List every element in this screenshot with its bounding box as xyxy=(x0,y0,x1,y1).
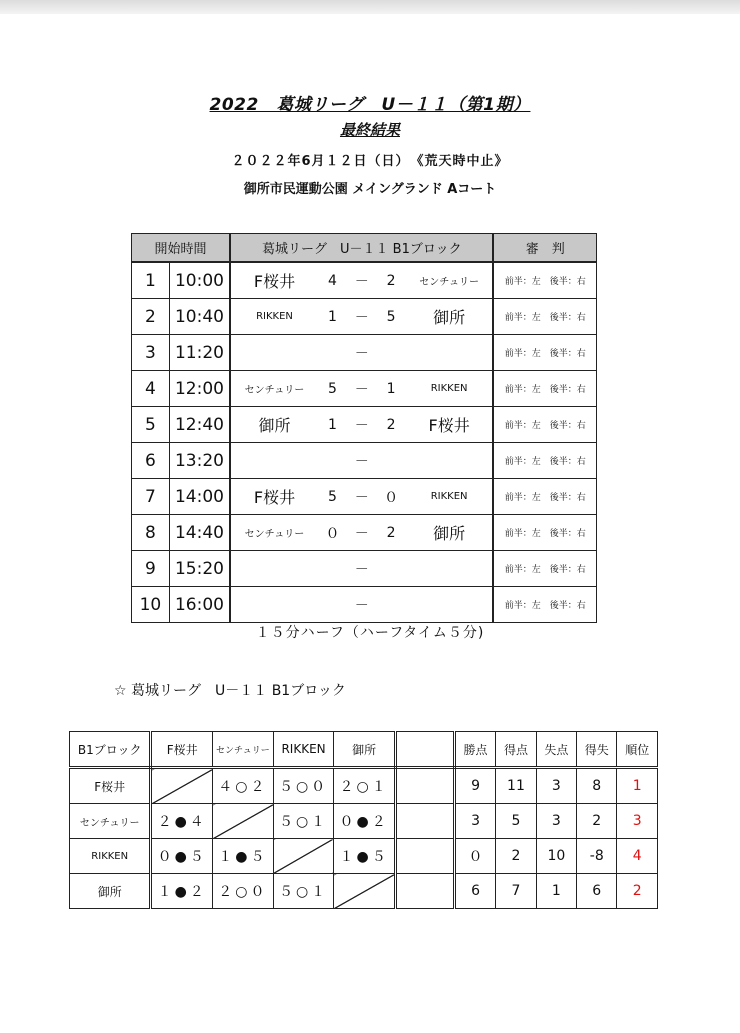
self-match-diagonal xyxy=(151,768,213,804)
match-number: 7 xyxy=(132,479,170,515)
start-time: 16:00 xyxy=(169,587,230,623)
home-team xyxy=(230,551,318,587)
page-title: 2022 葛城リーグ U－１１（第1期） xyxy=(209,95,531,115)
start-time: 10:40 xyxy=(169,299,230,335)
home-team: F桜井 xyxy=(230,479,318,515)
head-to-head-result: ５○１ xyxy=(273,804,334,839)
score-dash: － xyxy=(347,515,376,551)
stat-value: 8 xyxy=(577,768,617,804)
match-number: 9 xyxy=(132,551,170,587)
head-to-head-result: ５○０ xyxy=(273,768,334,804)
self-match-diagonal xyxy=(273,839,334,874)
away-team xyxy=(406,335,494,371)
standings-row xyxy=(70,839,658,874)
away-score xyxy=(376,335,405,371)
away-team: 御所 xyxy=(406,299,494,335)
stat-value: 10 xyxy=(536,839,576,874)
match-number: 10 xyxy=(132,587,170,623)
home-score: 1 xyxy=(318,299,347,335)
home-team: RIKKEN xyxy=(230,299,318,335)
referee-assignment: 前半：左 後半：右 xyxy=(493,262,596,299)
head-to-head-result: ２○０ xyxy=(213,874,274,909)
stat-value: 3 xyxy=(536,804,576,839)
home-score xyxy=(318,443,347,479)
stat-value: 5 xyxy=(496,804,536,839)
header-team: センチュリー xyxy=(213,732,274,768)
home-team: F桜井 xyxy=(230,262,318,299)
referee-assignment: 前半：左 後半：右 xyxy=(493,551,596,587)
referee-assignment: 前半：左 後半：右 xyxy=(493,407,596,443)
header-referee: 審 判 xyxy=(493,234,596,263)
start-time: 11:20 xyxy=(169,335,230,371)
stat-value: 11 xyxy=(496,768,536,804)
stat-value: 2 xyxy=(577,804,617,839)
start-time: 15:20 xyxy=(169,551,230,587)
score-dash: － xyxy=(347,587,376,623)
head-to-head-result: ５○１ xyxy=(273,874,334,909)
team-name: センチュリー xyxy=(70,804,151,839)
header-stat: 得失 xyxy=(577,732,617,768)
header-team: F桜井 xyxy=(151,732,213,768)
head-to-head-result: ４○２ xyxy=(213,768,274,804)
rank-value: 4 xyxy=(617,839,658,874)
start-time: 12:40 xyxy=(169,407,230,443)
separator-gap xyxy=(395,839,454,874)
home-score: 1 xyxy=(318,407,347,443)
referee-assignment: 前半：左 後半：右 xyxy=(493,299,596,335)
standings-row xyxy=(70,874,658,909)
start-time: 14:40 xyxy=(169,515,230,551)
separator-gap xyxy=(395,732,454,768)
referee-assignment: 前半：左 後半：右 xyxy=(493,515,596,551)
home-score: 4 xyxy=(318,262,347,299)
score-dash: － xyxy=(347,443,376,479)
referee-assignment: 前半：左 後半：右 xyxy=(493,587,596,623)
schedule-header-row xyxy=(132,234,597,263)
team-name: RIKKEN xyxy=(70,839,151,874)
away-score: 2 xyxy=(376,407,405,443)
score-dash: － xyxy=(347,371,376,407)
away-score xyxy=(376,551,405,587)
away-team: センチュリー xyxy=(406,262,494,299)
schedule-row xyxy=(132,262,597,299)
home-score xyxy=(318,551,347,587)
score-dash: － xyxy=(347,551,376,587)
away-team xyxy=(406,551,494,587)
team-name: 御所 xyxy=(70,874,151,909)
match-number: 3 xyxy=(132,335,170,371)
home-team: センチュリー xyxy=(230,371,318,407)
score-dash: － xyxy=(347,407,376,443)
head-to-head-result: ０●２ xyxy=(334,804,396,839)
header-stat: 順位 xyxy=(617,732,658,768)
away-team: 御所 xyxy=(406,515,494,551)
match-number: 5 xyxy=(132,407,170,443)
home-team xyxy=(230,443,318,479)
start-time: 14:00 xyxy=(169,479,230,515)
match-number: 6 xyxy=(132,443,170,479)
score-dash: － xyxy=(347,479,376,515)
stat-value: 6 xyxy=(454,874,495,909)
schedule-row xyxy=(132,443,597,479)
match-number: 8 xyxy=(132,515,170,551)
header-team: 御所 xyxy=(334,732,396,768)
away-score: 5 xyxy=(376,299,405,335)
header-start-time: 開始時間 xyxy=(132,234,231,263)
start-time: 12:00 xyxy=(169,371,230,407)
header-stat: 得点 xyxy=(496,732,536,768)
schedule-row xyxy=(132,407,597,443)
schedule-row xyxy=(132,371,597,407)
head-to-head-result: １●２ xyxy=(151,874,213,909)
away-score xyxy=(376,443,405,479)
schedule-row xyxy=(132,515,597,551)
standings-row xyxy=(70,804,658,839)
standings-header-row xyxy=(70,732,658,768)
stat-value: 3 xyxy=(536,768,576,804)
separator-gap xyxy=(395,804,454,839)
header-stat: 失点 xyxy=(536,732,576,768)
home-team xyxy=(230,335,318,371)
home-score xyxy=(318,335,347,371)
start-time: 10:00 xyxy=(169,262,230,299)
separator-gap xyxy=(395,874,454,909)
schedule-row xyxy=(132,551,597,587)
schedule-row xyxy=(132,587,597,623)
stat-value: 3 xyxy=(454,804,495,839)
rank-value: 1 xyxy=(617,768,658,804)
referee-assignment: 前半：左 後半：右 xyxy=(493,479,596,515)
home-score: 5 xyxy=(318,479,347,515)
schedule-row xyxy=(132,335,597,371)
stat-value: 1 xyxy=(536,874,576,909)
schedule-row xyxy=(132,299,597,335)
score-dash: － xyxy=(347,262,376,299)
team-name: F桜井 xyxy=(70,768,151,804)
event-venue: 御所市民運動公園 メイングランド Aコート xyxy=(243,182,497,197)
away-team xyxy=(406,587,494,623)
away-team: RIKKEN xyxy=(406,371,494,407)
stat-value: -8 xyxy=(577,839,617,874)
away-team: F桜井 xyxy=(406,407,494,443)
home-team xyxy=(230,587,318,623)
rank-value: 2 xyxy=(617,874,658,909)
away-score xyxy=(376,587,405,623)
away-team: RIKKEN xyxy=(406,479,494,515)
stat-value: ０ xyxy=(454,839,495,874)
standings-title: ☆ 葛城リーグ U－１１ B1ブロック xyxy=(114,683,346,699)
away-score: 2 xyxy=(376,515,405,551)
header-league: 葛城リーグ U－１１ B1ブロック xyxy=(230,234,493,263)
match-format-note: １５分ハーフ（ハーフタイム５分) xyxy=(255,625,485,641)
header-stat: 勝点 xyxy=(454,732,495,768)
score-dash: － xyxy=(347,299,376,335)
head-to-head-result: ２○１ xyxy=(334,768,396,804)
self-match-diagonal xyxy=(213,804,274,839)
separator-gap xyxy=(395,768,454,804)
score-dash: － xyxy=(347,335,376,371)
header-team: RIKKEN xyxy=(273,732,334,768)
stat-value: 6 xyxy=(577,874,617,909)
match-number: 1 xyxy=(132,262,170,299)
home-team: センチュリー xyxy=(230,515,318,551)
match-number: 4 xyxy=(132,371,170,407)
match-number: 2 xyxy=(132,299,170,335)
standings-row xyxy=(70,768,658,804)
schedule-body xyxy=(132,262,597,623)
home-score xyxy=(318,587,347,623)
head-to-head-result: ０●５ xyxy=(151,839,213,874)
viewer-top-bar xyxy=(0,0,740,14)
rank-value: 3 xyxy=(617,804,658,839)
away-score: 2 xyxy=(376,262,405,299)
schedule-row xyxy=(132,479,597,515)
stat-value: 7 xyxy=(496,874,536,909)
head-to-head-result: １●５ xyxy=(334,839,396,874)
away-team xyxy=(406,443,494,479)
home-score: 5 xyxy=(318,371,347,407)
away-score: ０ xyxy=(376,479,405,515)
stat-value: 9 xyxy=(454,768,495,804)
start-time: 13:20 xyxy=(169,443,230,479)
home-team: 御所 xyxy=(230,407,318,443)
head-to-head-result: ２●４ xyxy=(151,804,213,839)
result-subtitle: 最終結果 xyxy=(339,121,400,139)
standings-table xyxy=(69,731,658,909)
referee-assignment: 前半：左 後半：右 xyxy=(493,335,596,371)
home-score: ０ xyxy=(318,515,347,551)
stat-value: 2 xyxy=(496,839,536,874)
away-score: 1 xyxy=(376,371,405,407)
referee-assignment: 前半：左 後半：右 xyxy=(493,371,596,407)
head-to-head-result: １●５ xyxy=(213,839,274,874)
standings-body xyxy=(70,732,658,909)
referee-assignment: 前半：左 後半：右 xyxy=(493,443,596,479)
self-match-diagonal xyxy=(334,874,396,909)
event-date: ２０２２年6月１２日（日） 《荒天時中止》 xyxy=(231,154,509,169)
header-block: B1ブロック xyxy=(70,732,151,768)
match-schedule-table xyxy=(131,233,597,623)
